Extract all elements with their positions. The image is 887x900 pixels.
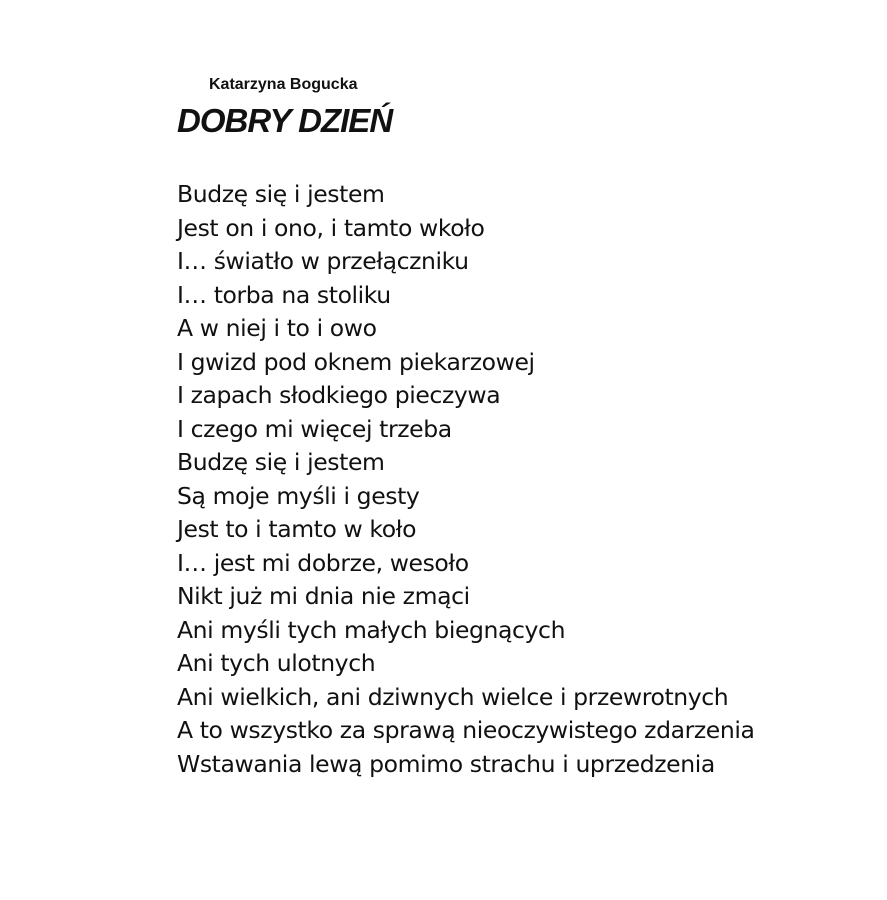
poem-line: Budzę się i jestem — [177, 180, 385, 208]
poem-body — [177, 178, 755, 781]
poem-line: I zapach słodkiego pieczywa — [177, 381, 501, 409]
poem-line: Ani myśli tych małych biegnących — [177, 615, 566, 644]
poem-line: I… torba na stoliku — [177, 280, 391, 309]
poem-line: Ani tych ulotnych — [177, 649, 376, 677]
poem-title: DOBRY DZIEŃ — [177, 102, 393, 139]
poem-line: I czego mi więcej trzeba — [177, 414, 452, 443]
poem-line: A w niej i to i owo — [177, 314, 377, 342]
poem-line: Są moje myśli i gesty — [177, 481, 420, 510]
poem-line: Wstawania lewą pomimo strachu i uprzedzenia — [177, 749, 715, 778]
author-name: Katarzyna Bogucka — [209, 76, 358, 93]
poem-line: Ani wielkich, ani dziwnych wielce i przewrotnych — [177, 682, 729, 711]
poem-line: A to wszystko za sprawą nieoczywistego zdarzenia — [177, 716, 755, 744]
poem-line: Nikt już mi dnia nie zmąci — [177, 582, 470, 610]
poem-line: I… jest mi dobrze, wesoło — [177, 548, 469, 577]
poem-line: Budzę się i jestem — [177, 448, 385, 476]
poem-line: Jest on i ono, i tamto wkoło — [177, 213, 485, 242]
poem-line: Jest to i tamto w koło — [177, 515, 417, 543]
poem-line: I gwizd pod oknem piekarzowej — [177, 347, 535, 376]
poem-line: I… światło w przełączniku — [177, 247, 469, 275]
